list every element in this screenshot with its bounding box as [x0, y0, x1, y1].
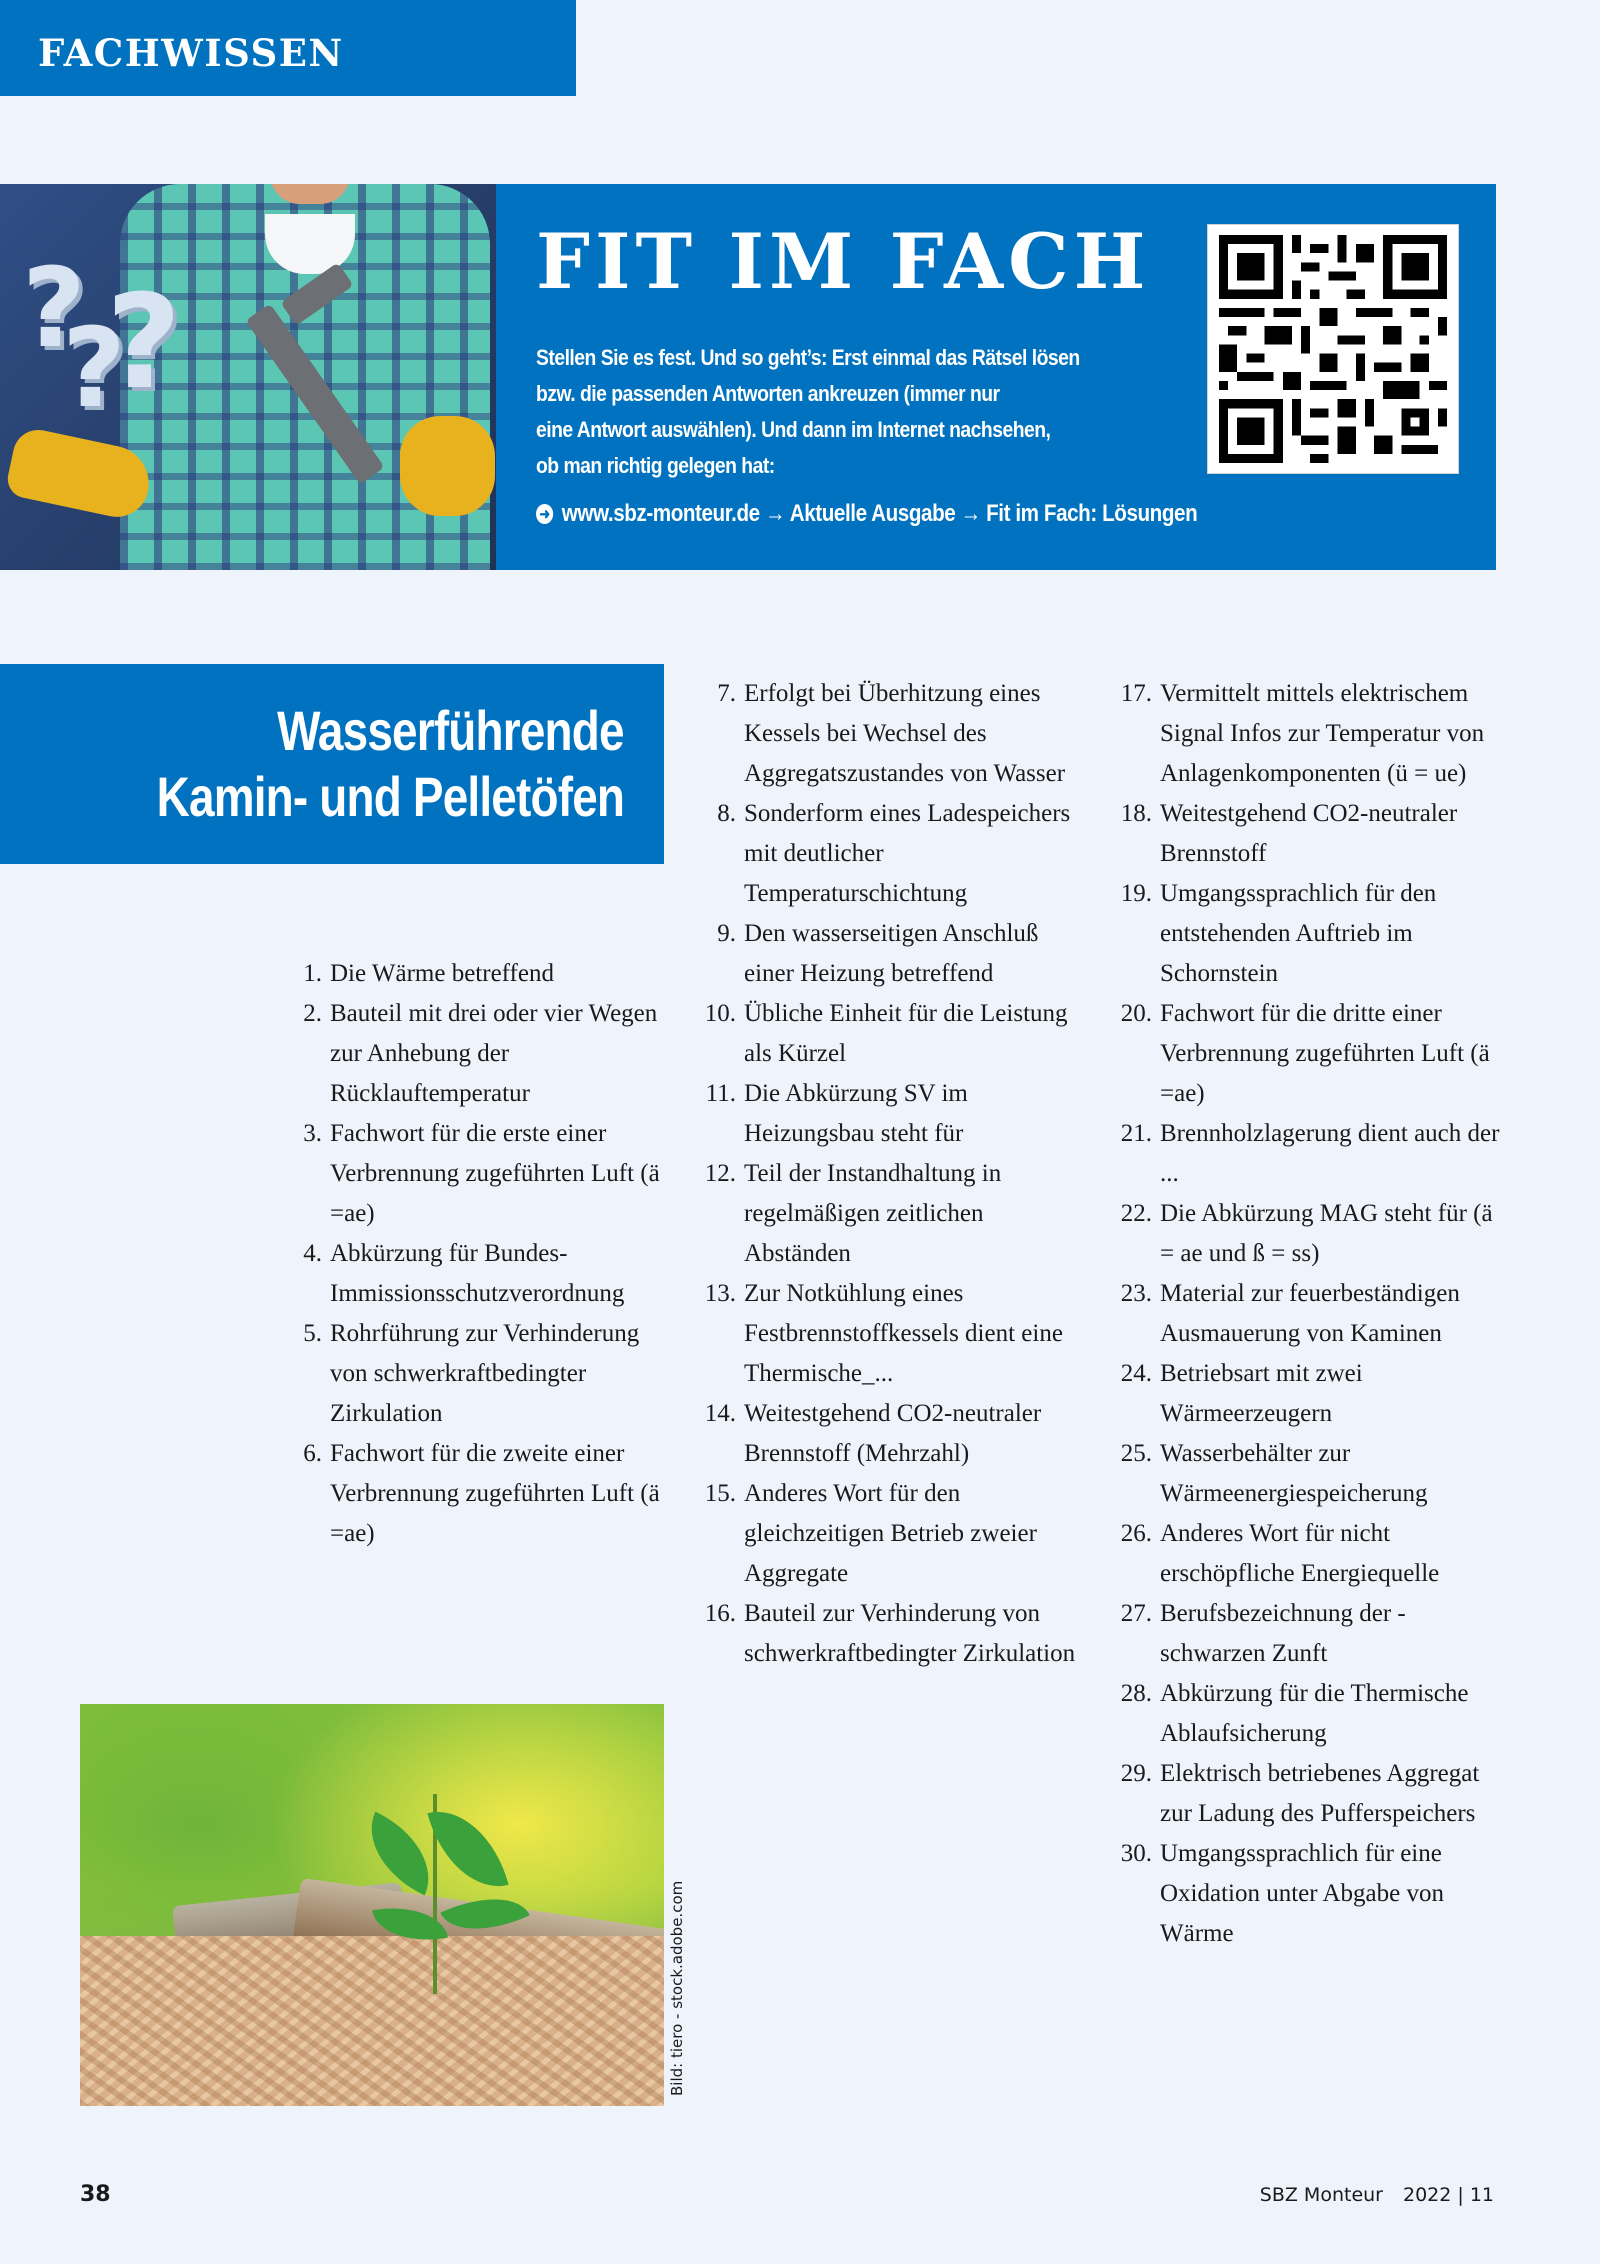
- qr-code-icon: [1218, 235, 1448, 463]
- clue-number: 11.: [705, 1080, 736, 1107]
- clue-item: [1110, 1594, 1510, 1674]
- clue-item: [694, 914, 1094, 994]
- clue-text: Übliche Einheit für die Leistung als Kürzel: [744, 1000, 1068, 1067]
- section-tag: [0, 0, 576, 96]
- clue-item: [694, 1394, 1094, 1474]
- wood-pellets: [80, 1936, 664, 2106]
- issue-number: 2022 | 11: [1402, 2184, 1494, 2206]
- clue-item: [1110, 1114, 1510, 1194]
- clue-text: Berufsbezeichnung der -schwarzen Zunft: [1160, 1600, 1406, 1667]
- clue-item: [290, 954, 670, 994]
- clue-number: 19.: [1120, 880, 1152, 907]
- clue-text: Wasserbehälter zur Wärmeenergiespeicherung: [1160, 1440, 1428, 1507]
- clue-number: 13.: [704, 1280, 736, 1307]
- clue-text: Umgangssprachlich für den entstehenden Auftrieb im Schornstein: [1160, 880, 1437, 987]
- clue-item: [290, 1114, 670, 1234]
- clue-text: Rohrführung zur Verhinderung von schwerkraftbedingter Zirkulation: [330, 1320, 640, 1427]
- clue-item: [694, 674, 1094, 794]
- clue-item: [1110, 1354, 1510, 1434]
- clue-number: 16.: [704, 1600, 736, 1627]
- clue-item: [1110, 674, 1510, 794]
- clue-number: 22.: [1120, 1200, 1152, 1227]
- clue-number: 9.: [717, 920, 736, 947]
- clue-text: Bauteil zur Verhinderung von schwerkraftbedingter Zirkulation: [744, 1600, 1076, 1667]
- clue-number: 21.: [1120, 1120, 1152, 1147]
- clue-number: 23.: [1120, 1280, 1152, 1307]
- clue-number: 8.: [717, 800, 736, 827]
- hero-photo: [0, 184, 496, 570]
- clue-text: Die Abkürzung MAG steht für (ä = ae und ß = ss): [1160, 1200, 1493, 1267]
- clue-number: 1.: [303, 960, 322, 987]
- hero-intro-line: bzw. die passenden Antworten ankreuzen (immer nur: [536, 381, 1000, 406]
- clue-list-column-2: [694, 674, 1094, 1674]
- clue-number: 7.: [717, 680, 736, 707]
- clue-item: [1110, 1674, 1510, 1754]
- clue-number: 30.: [1120, 1840, 1152, 1867]
- clue-item: [1110, 874, 1510, 994]
- section-tag-label: FACHWISSEN: [38, 31, 344, 75]
- clue-item: [694, 994, 1094, 1074]
- clue-text: Abkürzung für die Thermische Ablaufsicherung: [1160, 1680, 1469, 1747]
- clue-number: 20.: [1120, 1000, 1152, 1027]
- clue-text: Anderes Wort für den gleichzeitigen Betrieb zweier Aggregate: [744, 1480, 1037, 1587]
- clue-number: 2.: [303, 1000, 322, 1027]
- footer-issue-info: [1260, 2184, 1494, 2206]
- clue-text: Die Abkürzung SV im Heizungsbau steht für: [744, 1080, 968, 1147]
- clue-text: Anderes Wort für nicht erschöpfliche Energiequelle: [1160, 1520, 1440, 1587]
- qr-code[interactable]: [1207, 224, 1459, 474]
- clue-number: 3.: [303, 1120, 322, 1147]
- clue-item: [694, 1474, 1094, 1594]
- clue-number: 10.: [704, 1000, 736, 1027]
- clue-item: [290, 1314, 670, 1434]
- clue-item: [694, 1154, 1094, 1274]
- clue-number: 18.: [1120, 800, 1152, 827]
- clue-item: [694, 1074, 1094, 1154]
- hero-intro-line: Stellen Sie es fest. Und so geht’s: Erst einmal das Rätsel lösen: [536, 345, 1080, 370]
- puzzle-title-line1: Wasserführende: [277, 699, 624, 762]
- clue-text: Teil der Instandhaltung in regelmäßigen zeitlichen Abständen: [744, 1160, 1002, 1267]
- clue-item: [1110, 994, 1510, 1114]
- clue-text: Weitestgehend CO2-neutraler Brennstoff (Mehrzahl): [744, 1400, 1042, 1467]
- clue-number: 27.: [1120, 1600, 1152, 1627]
- clue-text: Umgangssprachlich für eine Oxidation unter Abgabe von Wärme: [1160, 1840, 1444, 1947]
- clue-text: Fachwort für die erste einer Verbrennung zugeführten Luft (ä =ae): [330, 1120, 660, 1227]
- clue-number: 14.: [704, 1400, 736, 1427]
- clue-text: Abkürzung für Bundes-Immissionsschutzverordnung: [330, 1240, 625, 1307]
- arrow-circle-right-icon: ➜: [536, 504, 553, 524]
- photo-credit: Bild: tiero - stock.adobe.com: [668, 1880, 686, 2096]
- question-mark-icon: ?: [22, 244, 86, 372]
- fit-im-fach-banner: [0, 184, 1496, 570]
- clue-number: 15.: [704, 1480, 736, 1507]
- clue-list-column-1: [290, 954, 670, 1554]
- clue-number: 5.: [303, 1320, 322, 1347]
- clue-item: [1110, 1434, 1510, 1514]
- clue-item: [694, 1274, 1094, 1394]
- hero-intro-line: ob man richtig gelegen hat:: [536, 453, 775, 478]
- clue-item: [290, 1434, 670, 1554]
- clue-number: 17.: [1120, 680, 1152, 707]
- clue-text: Den wasserseitigen Anschluß einer Heizung betreffend: [744, 920, 1039, 987]
- clue-number: 6.: [303, 1440, 322, 1467]
- clue-number: 26.: [1120, 1520, 1152, 1547]
- clue-item: [290, 994, 670, 1114]
- page-number: 38: [80, 2182, 111, 2207]
- clue-item: [694, 794, 1094, 914]
- clue-list-column-3: [1110, 674, 1510, 1954]
- question-mark-icon: ?: [62, 304, 126, 432]
- clue-number: 28.: [1120, 1680, 1152, 1707]
- clue-item: [694, 1594, 1094, 1674]
- clue-item: [1110, 1194, 1510, 1274]
- hero-title: FIT IM FACH: [536, 217, 1151, 306]
- solutions-link-text[interactable]: www.sbz-monteur.de → Aktuelle Ausgabe → Fit im Fach: Lösungen: [561, 500, 1198, 527]
- magazine-name: SBZ Monteur: [1259, 2184, 1383, 2206]
- clue-text: Erfolgt bei Überhitzung eines Kessels bei Wechsel des Aggregatszustandes von Wasser: [744, 680, 1066, 787]
- clue-item: [1110, 794, 1510, 874]
- clue-item: [290, 1234, 670, 1314]
- puzzle-title-line2: Kamin- und Pelletöfen: [156, 765, 624, 828]
- clue-number: 29.: [1120, 1760, 1152, 1787]
- clue-text: Vermittelt mittels elektrischem Signal Infos zur Temperatur von Anlagenkomponenten (ü = ue): [1160, 680, 1485, 787]
- clue-text: Betriebsart mit zwei Wärmeerzeugern: [1160, 1360, 1363, 1427]
- glove-right: [400, 416, 495, 516]
- hero-intro: [536, 340, 1086, 484]
- clue-text: Bauteil mit drei oder vier Wegen zur Anhebung der Rücklauftemperatur: [330, 1000, 658, 1107]
- clue-text: Sonderform eines Ladespeichers mit deutlicher Temperaturschichtung: [744, 800, 1071, 907]
- clue-item: [1110, 1514, 1510, 1594]
- clue-text: Material zur feuerbeständigen Ausmauerung von Kaminen: [1160, 1280, 1460, 1347]
- puzzle-title: [0, 664, 664, 864]
- pellet-photo: [80, 1704, 664, 2106]
- clue-text: Weitestgehend CO2-neutraler Brennstoff: [1160, 800, 1458, 867]
- clue-item: [1110, 1834, 1510, 1954]
- clue-text: Brennholzlagerung dient auch der ...: [1160, 1120, 1500, 1187]
- clue-number: 25.: [1120, 1440, 1152, 1467]
- clue-item: [1110, 1274, 1510, 1354]
- clue-text: Fachwort für die dritte einer Verbrennung zugeführten Luft (ä =ae): [1160, 1000, 1490, 1107]
- clue-text: Die Wärme betreffend: [330, 960, 554, 987]
- clue-text: Fachwort für die zweite einer Verbrennung zugeführten Luft (ä =ae): [330, 1440, 660, 1547]
- clue-number: 4.: [303, 1240, 322, 1267]
- solutions-link[interactable]: [536, 500, 1197, 528]
- hero-intro-line: eine Antwort auswählen). Und dann im Internet nachsehen,: [536, 417, 1051, 442]
- clue-number: 24.: [1120, 1360, 1152, 1387]
- clue-text: Zur Notkühlung eines Festbrennstoffkessels dient eine Thermische_...: [744, 1280, 1063, 1387]
- clue-item: [1110, 1754, 1510, 1834]
- clue-number: 12.: [704, 1160, 736, 1187]
- clue-text: Elektrisch betriebenes Aggregat zur Ladung des Pufferspeichers: [1160, 1760, 1480, 1827]
- question-mark-icon: ?: [106, 266, 182, 418]
- seedling-leaf-icon: [427, 1798, 508, 1900]
